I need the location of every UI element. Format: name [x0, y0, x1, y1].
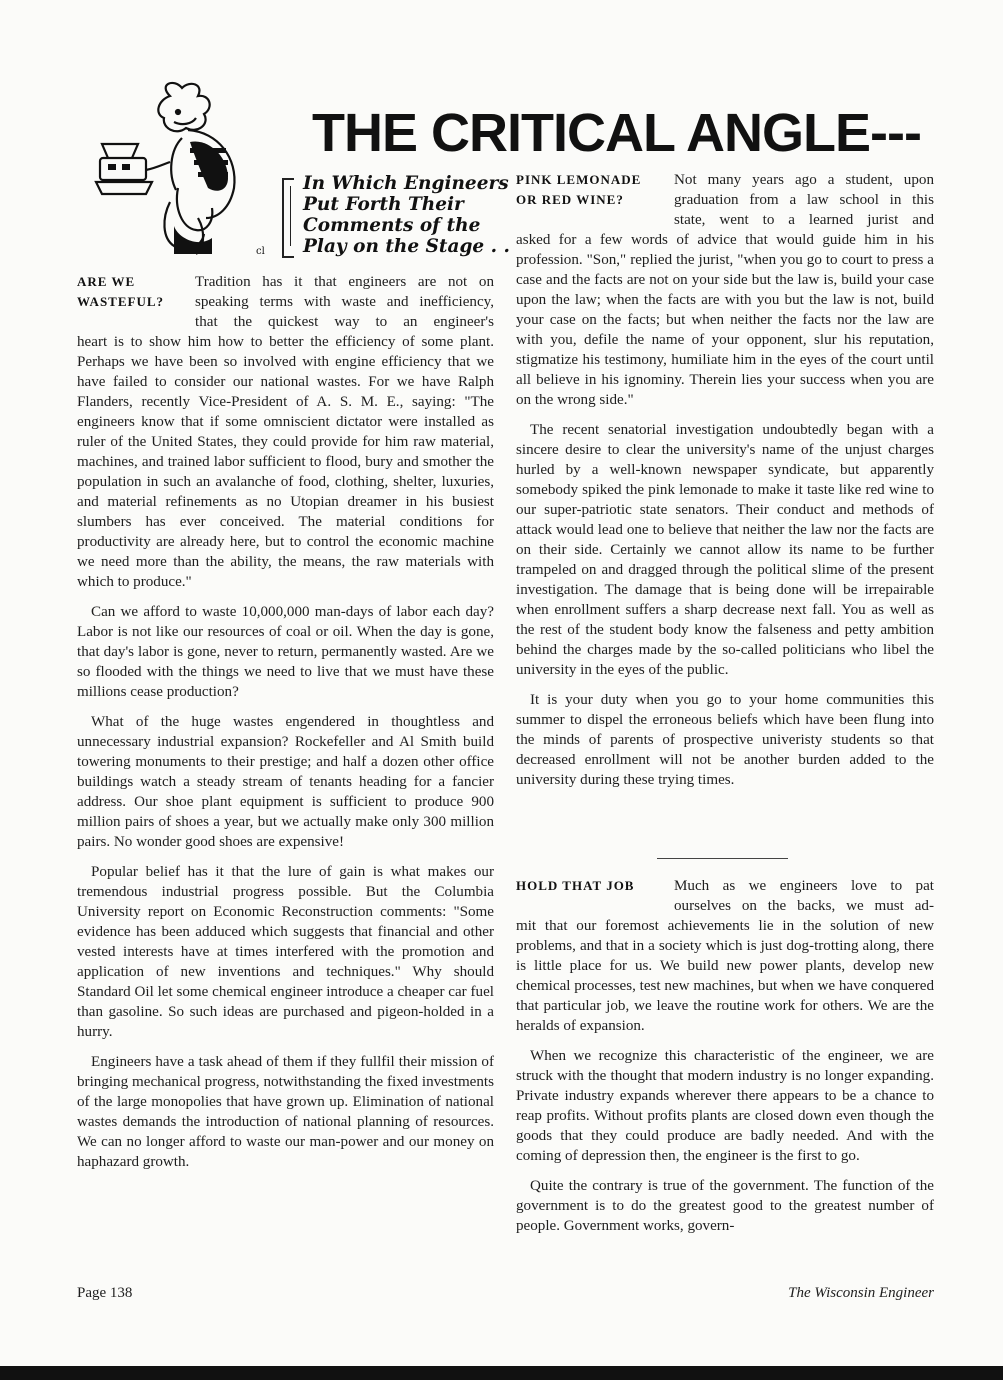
section-heading-hold-that-job: HOLD THAT JOB	[516, 878, 635, 893]
subtitle	[303, 173, 511, 257]
right-column-section-hold-that-job	[516, 876, 934, 1236]
subtitle-line: Comments of the	[303, 215, 481, 236]
subtitle-line: In Which Engineers	[303, 173, 509, 194]
paragraph: mit that our foremost achievements lie in the solution of new problems, and that in a society which is just dog-trotting along, there is little place for us. We build new power plants, develop new chemical processes, test new machines, but when we have conquered that particular job, we leave the routine work for others. We are the heralds of expansion.	[516, 918, 934, 1034]
subtitle-line: Put Forth Their	[303, 194, 464, 215]
text-line: Much as we engineers love to pat	[674, 878, 934, 894]
section-heading-pink-lemonade	[516, 170, 676, 210]
paragraph-opening-lines	[674, 876, 934, 916]
paragraph-opening-lines	[195, 272, 494, 332]
paragraph: Quite the contrary is true of the government. The function of the government is to do the greatest good to the greatest number of people. Government works, govern-	[516, 1178, 934, 1234]
paragraph: Popular belief has it that the lure of gain is what makes our tremendous industrial progress possible. But the Columbia University report on Economic Reconstruction comments: "Some evidence has been adduced which suggests that financial and other vested interests have at times interfered with the promotion and application of new inventions and techniques." Why should Standard Oil let some chemical engineer introduce a cheaper car fuel than gasoline. So such ideas are purchased and pigeon-holded in a hurry.	[77, 864, 494, 1040]
text-line: speaking terms with waste and inefficiency,	[195, 294, 494, 310]
page-number: Page 138	[77, 1285, 133, 1301]
text-line: Not many years ago a student, upon	[674, 172, 934, 188]
left-column	[77, 272, 494, 1172]
paragraph: Can we afford to waste 10,000,000 man-days of labor each day? Labor is not like our resources of coal or oil. When the day is gone, that day's labor is gone, never to return, permanently wasted. Are we so flooded with the things we need to live that we must have these millions cease production?	[77, 604, 494, 700]
heading-line: WASTEFUL?	[77, 294, 165, 309]
scan-edge-band	[0, 1366, 1003, 1380]
right-column-section-pink-lemonade	[516, 170, 934, 790]
page-title: THE CRITICAL ANGLE---	[312, 103, 921, 163]
subtitle-line: Play on the Stage . .	[303, 236, 510, 257]
text-line: state, went to a learned jurist and	[674, 212, 934, 228]
paragraph: When we recognize this characteristic of the engineer, we are struck with the thought that modern industry is no longer expanding. Private industry expands wherever there appears to be a chance to reap profits. Without profits plants are closed down even though the goods that they could produce are badly needed. And with the coming of depression then, the engineer is the first to go.	[516, 1048, 934, 1164]
paragraph: Engineers have a task ahead of them if they fullfil their mission of bringing mechanical progress, notwithstanding the fixed investments of the large monopolies that have grown up. Elimination of national wastes demands the introduction of national planning of resources. We can no longer afford to waste our man-power and our money on haphazard growth.	[77, 1054, 494, 1170]
heading-line: ARE WE	[77, 274, 136, 289]
paragraph: heart is to show him how to better the efficiency of some plant. Perhaps we have been so involved with engine efficiency that we have failed to consider our national wastes. For we have Ralph Flanders, recently Vice-President of A. S. M. E., saying: "The engineers know that if some omniscient dictator were installed as ruler of the United States, they could provide for him raw material, machines, and trained labor sufficient to flood, bury and smother the population in such an avalanche of food, clothing, shelter, luxuries, and material refinements as no Utopian dreamer in his busiest slumbers has ever conceived. The material conditions for productivity are already here, but to control the economic machine we need more than the ability, the means, the raw materials with which to produce."	[77, 334, 494, 590]
subtitle-bracket-inner	[290, 186, 295, 246]
text-line: ourselves on the backs, we must ad-	[674, 898, 934, 914]
heading-line: PINK LEMONADE	[516, 172, 642, 187]
text-line: Tradition has it that engineers are not on	[195, 274, 494, 290]
section-divider	[657, 858, 788, 859]
text-line: graduation from a law school in this	[674, 192, 934, 208]
section-heading-are-we-wasteful	[77, 272, 195, 312]
publication-name: The Wisconsin Engineer	[788, 1285, 934, 1301]
paragraph: The recent senatorial investigation undoubtedly began with a sincere desire to clear the university's name of the unjust charges hurled by a well-known newspaper syndicate, but apparently somebody spiked the pink lemonade to make it taste like red wine to our super-patriotic state senators. Their conduct and methods of attack would lead one to believe that neither the law nor the facts are on their side. Certainly we cannot allow its name to be further trampeled on and dragged through the political slime of the present investigation. The damage that is being done will be irrepairable when enrollment suffers a sharp decrease next fall. You as well as the rest of the student body know the falseness and petty ambition behind the charges made by the so-called politicians who libel the university in the eyes of the public.	[516, 422, 934, 678]
paragraph: What of the huge wastes engendered in thoughtless and unnecessary industrial expansion? Rockefeller and Al Smith build towering monuments to their prestige; and half a dozen other office buildings watch a steady stream of tenants heading for a fancier address. Our shoe plant equipment is sufficient to produce 900 million pairs of shoes a year, but we actually make only 300 million pairs. No wonder good shoes are expensive!	[77, 714, 494, 850]
paragraph-opening-lines	[674, 170, 934, 230]
paragraph: asked for a few words of advice that would guide him in his profession. "Son," replied the jurist, "when you go to court to press a case and the facts are not on your side but the law is, build your case upon the law; when the facts are with you but the law is not, build your case on the facts; but when neither the facts nor the law are with you, defile the name of your opponent, slur his reputation, stigmatize his testimony, humiliate him in the eyes of the court until all believe in his ignominy. Therein lies your success when you are on the wrong side."	[516, 232, 934, 408]
cartoon-engineer-typing-icon	[78, 78, 278, 258]
text-line: that the quickest way to an engineer's	[195, 314, 494, 330]
svg-text:cl: cl	[256, 246, 265, 257]
paragraph: It is your duty when you go to your home communities this summer to dispel the erroneous beliefs which have been flung into the minds of parents of prospective univeristy students so that decreased enrollment will not be another burden added to the university during these trying times.	[516, 692, 934, 788]
heading-line: OR RED WINE?	[516, 192, 624, 207]
